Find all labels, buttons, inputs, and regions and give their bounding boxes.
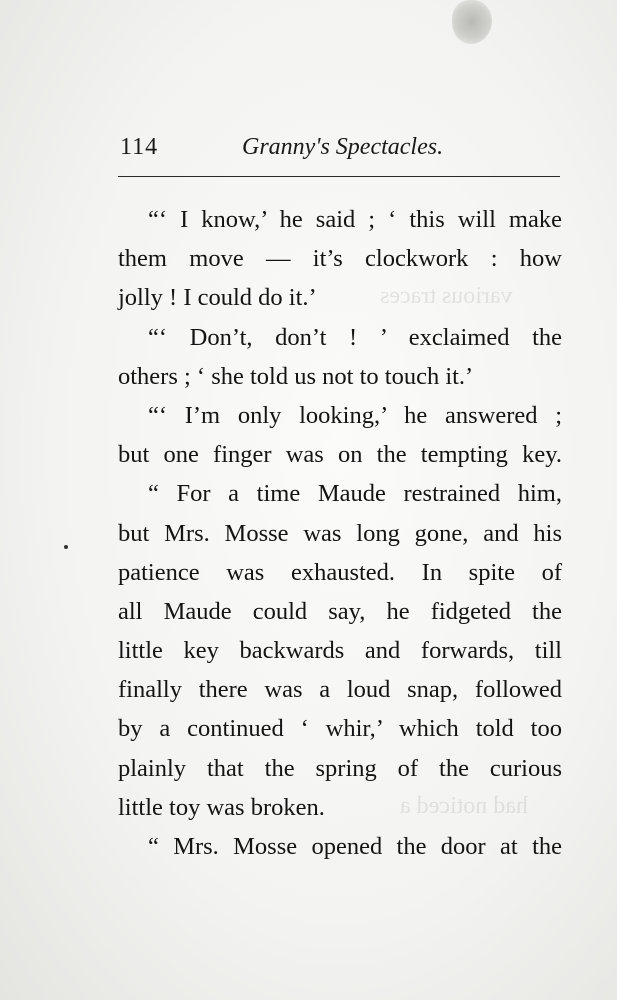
text-line: “‘ I’m only looking,’ he answered ;	[148, 401, 562, 429]
show-through-text: had noticed a	[400, 793, 528, 819]
running-header	[118, 128, 560, 168]
text-line: “‘ I know,’ he said ; ‘ this will make	[148, 206, 562, 233]
header-rule	[118, 176, 560, 177]
text-line: patience was exhausted. In spite of	[118, 558, 562, 586]
page-number: 114	[120, 134, 159, 160]
text-line: plainly that the spring of the curious	[118, 754, 562, 782]
text-line: jolly ! I could do it.’	[118, 284, 317, 312]
ink-speck	[64, 545, 68, 549]
text-line: “ For a time Maude restrained him,	[148, 480, 562, 508]
text-line: “ Mrs. Mosse opened the door at the	[148, 833, 562, 860]
show-through-text: various traces	[380, 283, 513, 309]
text-line: all Maude could say, he fidgeted the	[118, 597, 562, 625]
text-line: but one finger was on the tempting key.	[118, 441, 562, 469]
text-line: little key backwards and forwards, till	[118, 637, 562, 665]
text-line: by a continued ‘ whir,’ which told too	[118, 715, 562, 743]
text-line: “‘ Don’t, don’t ! ’ exclaimed the	[148, 323, 562, 351]
text-line: little toy was broken.	[118, 793, 325, 821]
body-text	[118, 200, 562, 866]
text-line: them move — it’s clockwork : how	[118, 245, 562, 273]
page-stain	[452, 0, 492, 44]
running-title: Granny's Spectacles.	[242, 134, 444, 160]
text-line: finally there was a loud snap, followed	[118, 676, 562, 704]
text-line: but Mrs. Mosse was long gone, and his	[118, 519, 562, 547]
text-line: others ; ‘ she told us not to touch it.’	[118, 362, 474, 390]
